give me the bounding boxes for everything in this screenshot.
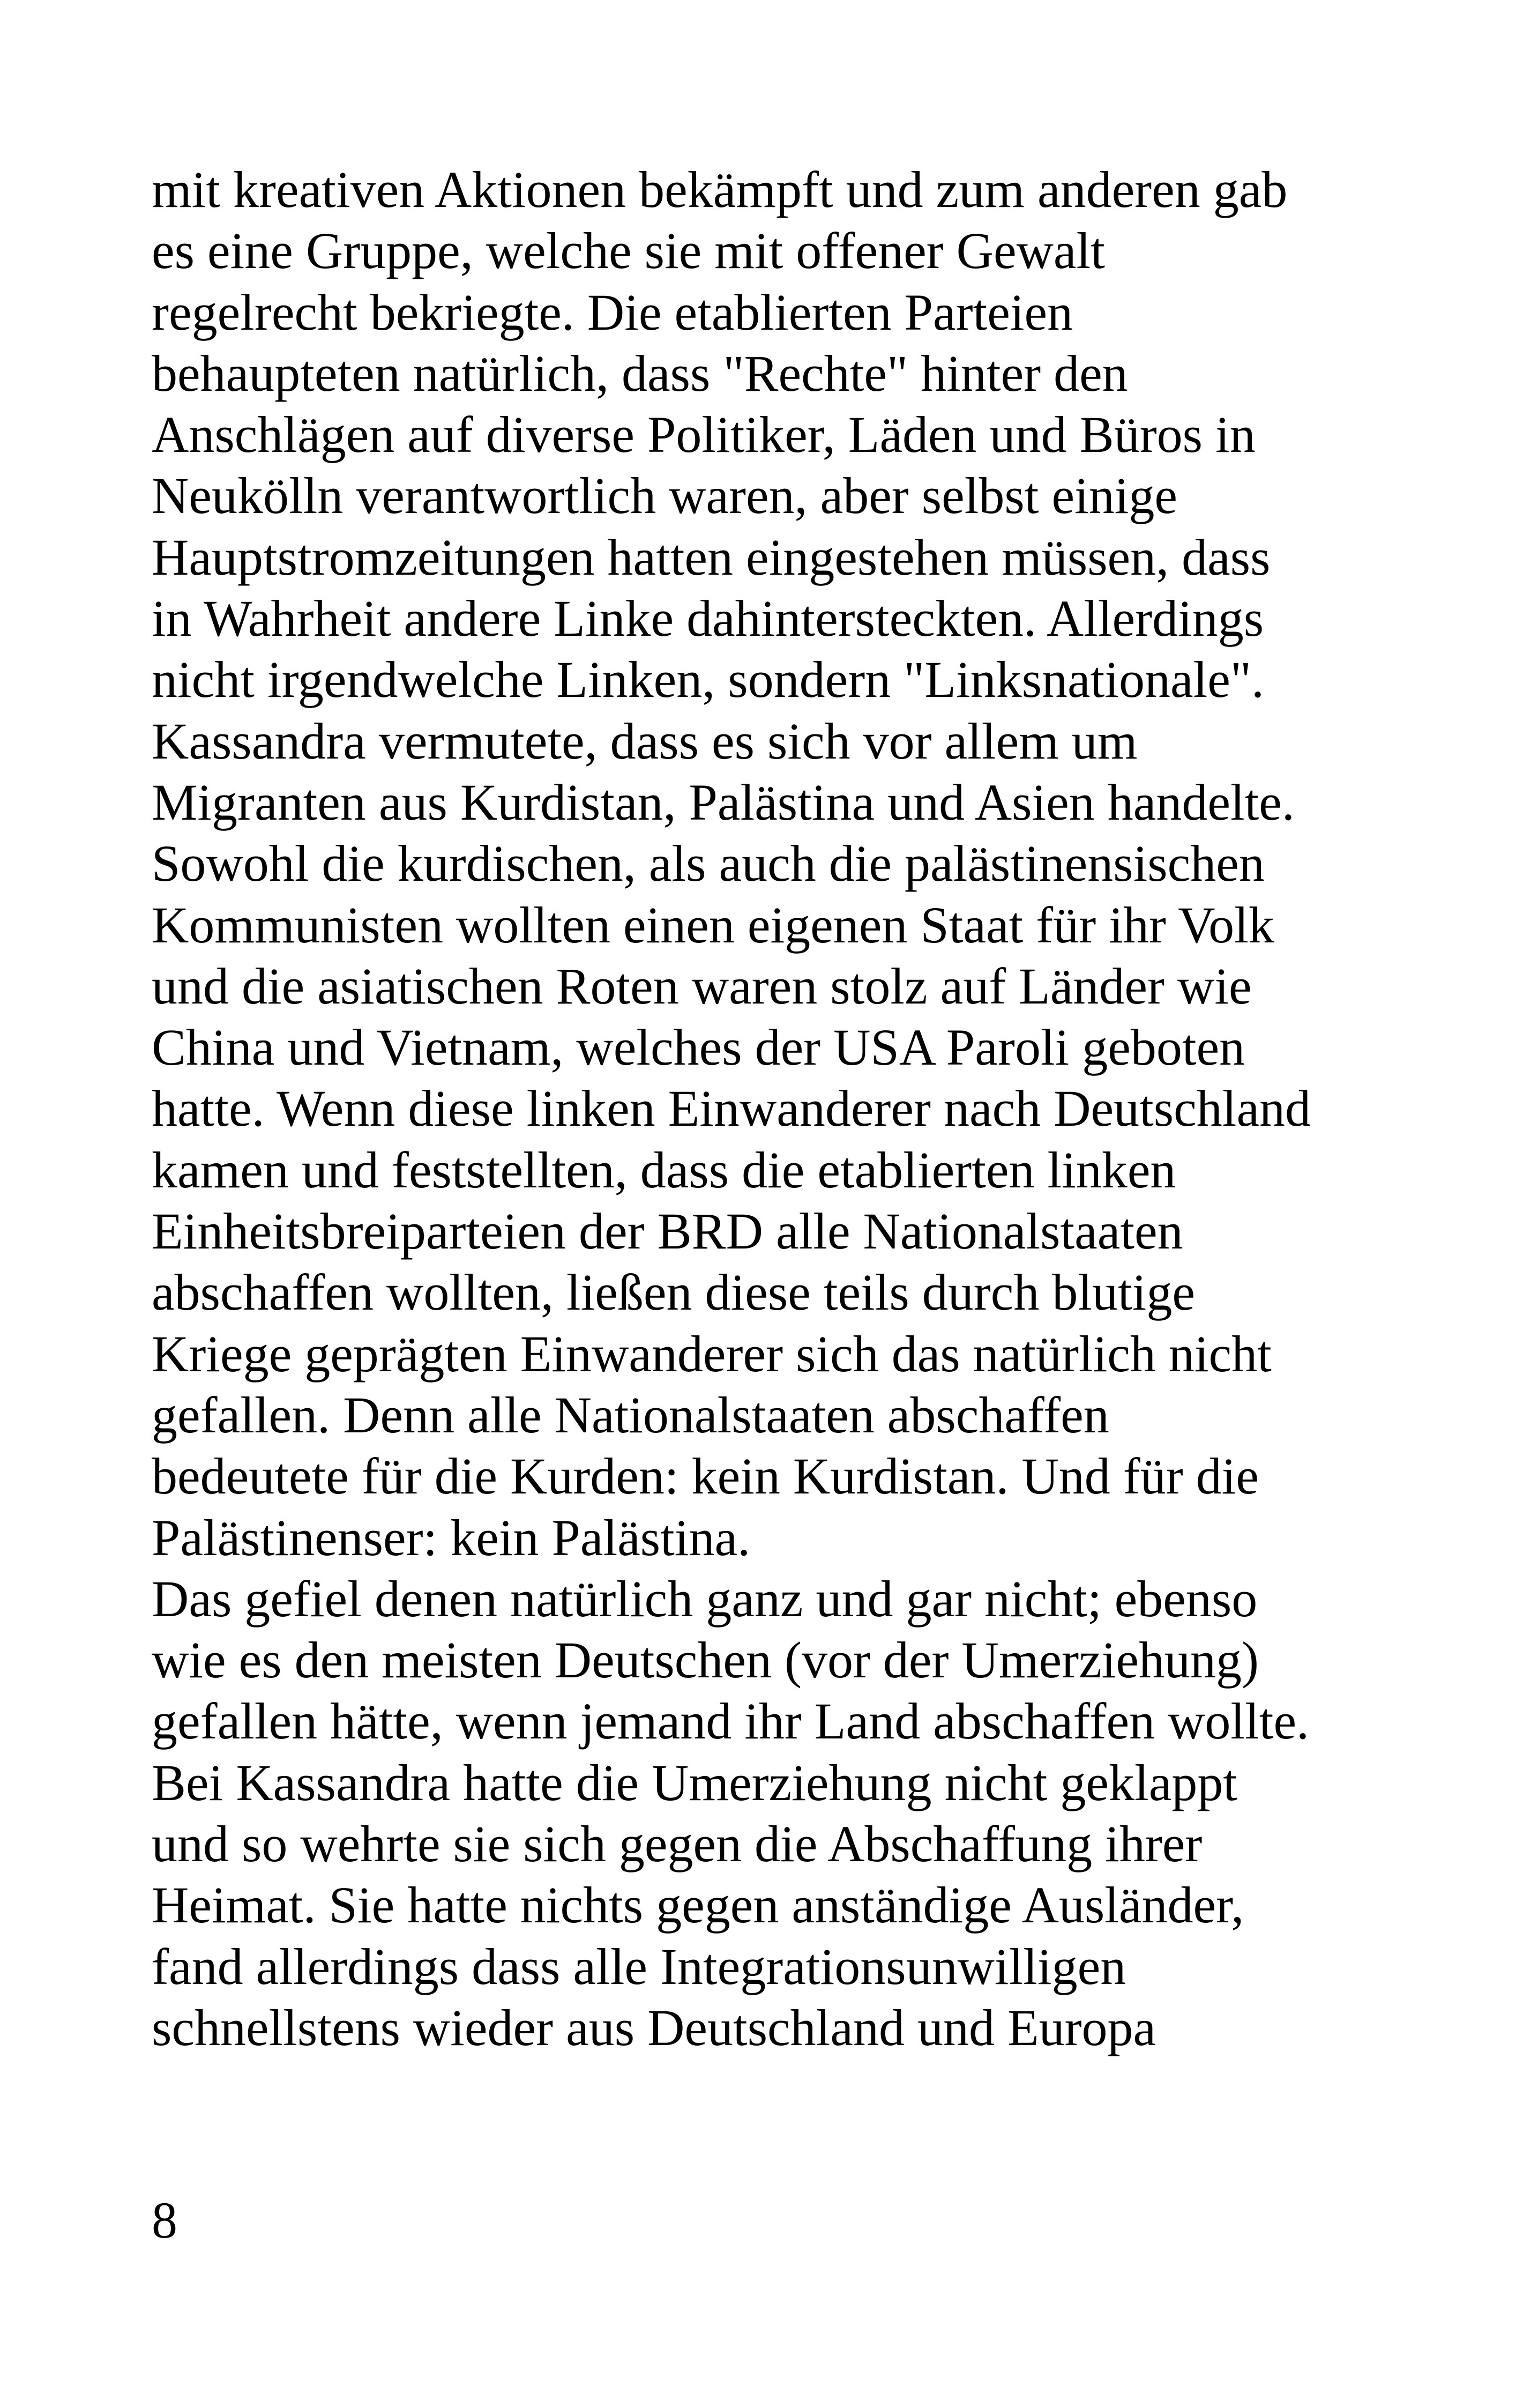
text-line: Migranten aus Kurdistan, Palästina und Asien handelte.	[152, 773, 1295, 831]
text-line: schnellstens wieder aus Deutschland und Europa	[152, 1998, 1156, 2056]
text-line: Bei Kassandra hatte die Umerziehung nicht geklappt	[152, 1753, 1237, 1811]
text-line: Heimat. Sie hatte nichts gegen anständige Ausländer,	[152, 1876, 1244, 1934]
text-line: China und Vietnam, welches der USA Paroli geboten	[152, 1019, 1245, 1076]
text-line: Kassandra vermutete, dass es sich vor allem um	[152, 712, 1138, 770]
text-line: und die asiatischen Roten waren stolz auf Länder wie	[152, 957, 1252, 1015]
text-line: regelrecht bekriegte. Die etablierten Parteien	[152, 283, 1073, 341]
text-line: hatte. Wenn diese linken Einwanderer nach Deutschland	[152, 1080, 1311, 1138]
body-text	[152, 159, 1491, 2058]
text-line: bedeutete für die Kurden: kein Kurdistan. Und für die	[152, 1447, 1259, 1505]
text-line: gefallen. Denn alle Nationalstaaten abschaffen	[152, 1386, 1109, 1444]
text-line: Anschlägen auf diverse Politiker, Läden und Büros in	[152, 406, 1256, 464]
text-line: abschaffen wollten, ließen diese teils durch blutige	[152, 1264, 1195, 1321]
text-line: kamen und feststellten, dass die etablierten linken	[152, 1141, 1176, 1199]
text-line: fand allerdings dass alle Integrationsunwilligen	[152, 1937, 1126, 1995]
text-line: Das gefiel denen natürlich ganz und gar nicht; ebenso	[152, 1570, 1258, 1627]
text-line: nicht irgendwelche Linken, sondern "Linksnationale".	[152, 651, 1265, 709]
text-line: in Wahrheit andere Linke dahintersteckten. Allerdings	[152, 590, 1264, 648]
text-line: es eine Gruppe, welche sie mit offener Gewalt	[152, 222, 1105, 280]
text-line: Einheitsbreiparteien der BRD alle Nationalstaaten	[152, 1202, 1183, 1260]
text-line: gefallen hätte, wenn jemand ihr Land abschaffen wollte.	[152, 1692, 1310, 1750]
text-line: wie es den meisten Deutschen (vor der Umerziehung)	[152, 1631, 1259, 1689]
text-line: Neukölln verantwortlich waren, aber selbst einige	[152, 467, 1177, 525]
text-line: und so wehrte sie sich gegen die Abschaffung ihrer	[152, 1815, 1203, 1873]
page-number: 8	[152, 2191, 177, 2249]
text-line: Sowohl die kurdischen, als auch die palästinensischen	[152, 835, 1265, 893]
text-line: Hauptstromzeitungen hatten eingestehen müssen, dass	[152, 528, 1271, 586]
text-line: Kommunisten wollten einen eigenen Staat für ihr Volk	[152, 896, 1274, 954]
text-line: mit kreativen Aktionen bekämpft und zum anderen gab	[152, 161, 1288, 218]
text-line: Kriege geprägten Einwanderer sich das natürlich nicht	[152, 1325, 1272, 1383]
text-line: Palästinenser: kein Palästina.	[152, 1508, 751, 1566]
text-line: behaupteten natürlich, dass "Rechte" hinter den	[152, 344, 1128, 402]
